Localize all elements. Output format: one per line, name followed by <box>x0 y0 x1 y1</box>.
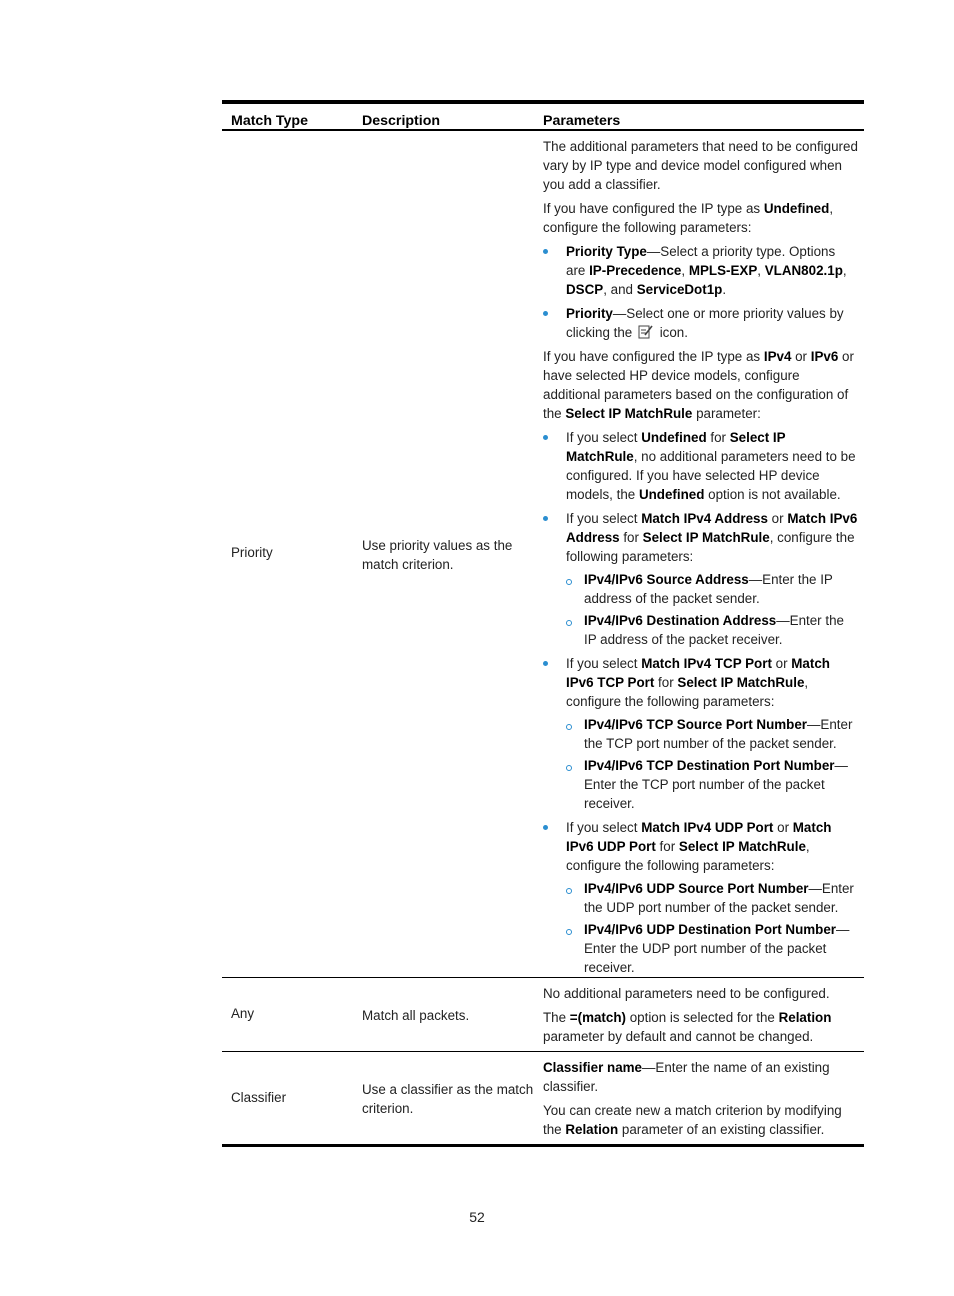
edit-icon <box>638 324 654 339</box>
match-type-cell: Any <box>231 1006 255 1021</box>
header-match-type: Match Type <box>231 113 308 129</box>
parameters-text: Classifier name—Enter the name of an existing classifier. <box>543 1060 830 1094</box>
list-item: If you select Match IPv4 Address or Match IPv6 Address for Select IP MatchRule, configure the following parameters: IPv4/IPv6 Source Address—Enter the IP address of the packet sender. IPv4/IPv6 Destination Address—Enter the IP address of the packet receiver. <box>543 509 858 649</box>
parameters-text: No additional parameters need to be configured. <box>543 986 830 1001</box>
matchrule-list <box>543 428 858 977</box>
description-cell: Use priority values as the match criterion. <box>362 538 513 572</box>
list-item: Priority—Select one or more priority values by clicking the icon. <box>543 304 858 342</box>
parameters-undefined-intro: If you have configured the IP type as Undefined, configure the following parameters: <box>543 201 834 235</box>
table-row-priority <box>222 131 864 978</box>
sub-list-item: IPv4/IPv6 TCP Destination Port Number—Enter the TCP port number of the packet receiver. <box>566 756 858 813</box>
parameters-cell <box>543 978 858 1046</box>
parameters-ipv4-ipv6-intro: If you have configured the IP type as IPv4 or IPv6 or have selected HP device models, configure additional parameters based on the configuration of the Select IP MatchRule parameter: <box>543 349 854 421</box>
parameters-text: The =(match) option is selected for the Relation parameter by default and cannot be changed. <box>543 1010 832 1044</box>
table-row-classifier <box>222 1052 864 1147</box>
table-header-row <box>222 104 864 131</box>
match-type-cell: Classifier <box>231 1090 287 1105</box>
list-item: If you select Undefined for Select IP MatchRule, no additional parameters need to be configured. If you have selected HP device models, the Undefined option is not available. <box>543 428 858 504</box>
header-parameters: Parameters <box>543 113 621 129</box>
sub-list-item: IPv4/IPv6 UDP Source Port Number—Enter the UDP port number of the packet sender. <box>566 879 858 917</box>
sub-list-item: IPv4/IPv6 TCP Source Port Number—Enter the TCP port number of the packet sender. <box>566 715 858 753</box>
parameters-text: You can create new a match criterion by modifying the Relation parameter of an existing classifier. <box>543 1103 842 1137</box>
sub-list-item: IPv4/IPv6 Destination Address—Enter the IP address of the packet receiver. <box>566 611 858 649</box>
parameters-cell <box>543 1052 858 1139</box>
undefined-param-list <box>543 242 858 342</box>
header-description: Description <box>362 113 441 129</box>
list-item: If you select Match IPv4 UDP Port or Match IPv6 UDP Port for Select IP MatchRule, configure the following parameters: IPv4/IPv6 UDP Source Port Number—Enter the UDP port number of the packet sender. IPv4/IPv6 UDP Destination Port Number—Enter the UDP port number of the packet receiver. <box>543 818 858 977</box>
sub-list-item: IPv4/IPv6 UDP Destination Port Number—Enter the UDP port number of the packet receiver. <box>566 920 858 977</box>
description-cell: Match all packets. <box>362 1008 470 1023</box>
description-cell: Use a classifier as the match criterion. <box>362 1082 534 1116</box>
page-number: 52 <box>469 1209 485 1225</box>
sub-list-item: IPv4/IPv6 Source Address—Enter the IP address of the packet sender. <box>566 570 858 608</box>
table-row-any <box>222 978 864 1052</box>
parameters-cell <box>543 131 858 977</box>
match-type-table <box>222 100 864 1147</box>
list-item: If you select Match IPv4 TCP Port or Match IPv6 TCP Port for Select IP MatchRule, configure the following parameters: IPv4/IPv6 TCP Source Port Number—Enter the TCP port number of the packet sender. IPv4/IPv6 TCP Destination Port Number—Enter the TCP port number of the packet receiver. <box>543 654 858 813</box>
parameters-intro: The additional parameters that need to be configured vary by IP type and device model configured when you add a classifier. <box>543 139 858 192</box>
list-item: Priority Type—Select a priority type. Options are IP-Precedence, MPLS-EXP, VLAN802.1p, DSCP, and ServiceDot1p. <box>543 242 858 299</box>
match-type-cell: Priority <box>231 545 273 560</box>
